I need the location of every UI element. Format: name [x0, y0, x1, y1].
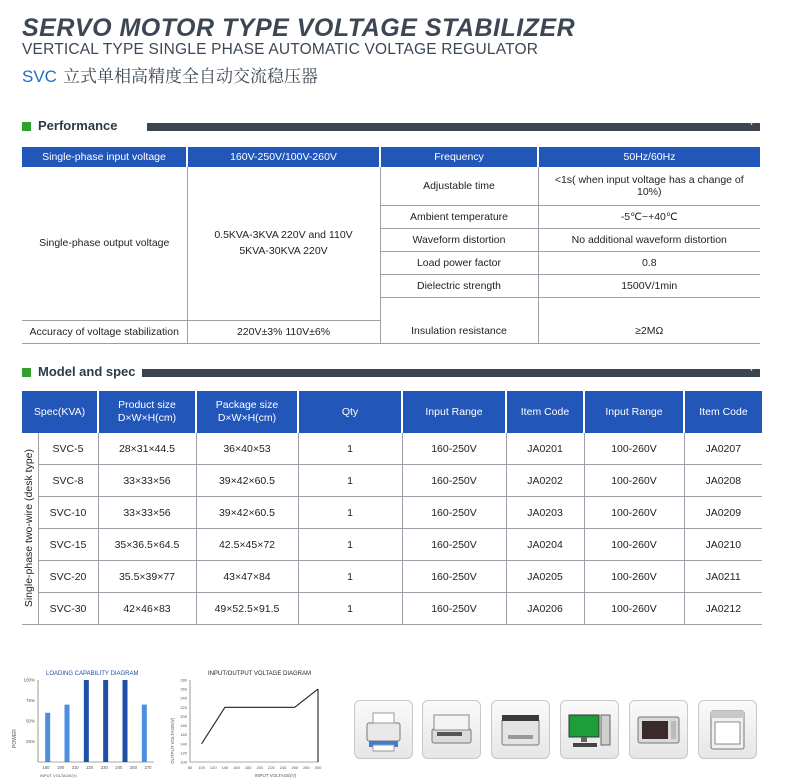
x-tick-label: 230 [100, 765, 108, 770]
table-row [22, 593, 762, 625]
table-cell: SVC-5 [38, 433, 98, 465]
frequency-value: 50Hz/60Hz [538, 147, 760, 167]
x-tick-label: 100 [198, 765, 205, 770]
param-value [538, 298, 760, 321]
bar [123, 680, 128, 762]
table-cell: SVC-30 [38, 593, 98, 625]
output-voltage-value [187, 167, 380, 320]
chart-title: LOADING CAPABILITY DIAGRAM [46, 671, 139, 677]
x-tick-label: 300 [314, 765, 322, 770]
x-axis-label: INPUT VOLTAGE(V) [40, 773, 77, 778]
x-tick-label: 140 [221, 765, 229, 770]
table-cell: SVC-10 [38, 497, 98, 529]
table-cell: 100-260V [584, 529, 684, 561]
y-tick-label: 25% [25, 739, 35, 744]
model-section-title: Model and spec [38, 364, 136, 379]
y-tick-label: 200 [180, 713, 187, 719]
table-cell: JA0212 [684, 593, 762, 625]
x-tick-label: 220 [268, 765, 275, 770]
spec-header-cell: Qty [298, 391, 402, 433]
output-value-line1: 0.5KVA-3KVA 220V and 110V [214, 229, 353, 242]
param-name: Ambient temperature [380, 206, 538, 229]
param-name: Waveform distortion [380, 229, 538, 252]
y-tick-label: 50% [25, 718, 35, 724]
param-name: Dielectric strength [380, 275, 538, 298]
performance-section-title: Performance [38, 118, 118, 133]
x-tick-label: 250 [129, 765, 137, 770]
bar [103, 680, 108, 762]
x-tick-label: 200 [256, 765, 264, 770]
x-tick-label: 210 [71, 765, 79, 770]
param-name: Load power factor [380, 252, 538, 275]
computer-icon [560, 700, 619, 759]
plus-icon: + [748, 118, 754, 128]
accuracy-label: Accuracy of voltage stabilization [22, 320, 187, 343]
table-cell: 39×42×60.5 [196, 465, 298, 497]
table-cell: 42.5×45×72 [196, 529, 298, 561]
loading-capability-chart [4, 660, 164, 780]
table-cell: 43×47×84 [196, 561, 298, 593]
green-square-icon [22, 122, 31, 131]
performance-header-row [22, 147, 760, 167]
table-cell: 36×40×53 [196, 433, 298, 465]
table-cell: 1 [298, 465, 402, 497]
table-cell: 100-260V [584, 433, 684, 465]
x-axis-label: INPUT VOLTAGE(V) [255, 773, 297, 778]
table-row [22, 433, 762, 465]
table-cell: JA0209 [684, 497, 762, 529]
param-value: No additional waveform distortion [538, 229, 760, 252]
performance-section-header [22, 120, 760, 134]
y-tick-label: 160 [180, 732, 187, 738]
input-voltage-label: Single-phase input voltage [22, 147, 187, 167]
y-tick-label: 240 [180, 695, 187, 701]
spec-header-cell: Input Range [402, 391, 506, 433]
microwave-icon [629, 700, 688, 759]
spec-header-row [22, 391, 762, 433]
spec-header-cell: Item Code [684, 391, 762, 433]
page-title: SERVO MOTOR TYPE VOLTAGE STABILIZER [22, 14, 576, 42]
model-prefix: SVC [22, 67, 57, 86]
accuracy-value: 220V±3% 110V±6% [187, 320, 380, 343]
param-name [380, 298, 538, 321]
param-value: -5℃~+40℃ [538, 206, 760, 229]
spec-header-cell: Product size D×W×H(cm) [98, 391, 196, 433]
y-tick-label: 120 [180, 750, 187, 756]
spec-table [22, 391, 762, 625]
y-tick-label: 260 [180, 686, 187, 692]
bar [84, 680, 89, 762]
table-cell: 100-260V [584, 497, 684, 529]
table-cell: SVC-8 [38, 465, 98, 497]
table-cell: 100-260V [584, 561, 684, 593]
y-tick-label: 75% [25, 698, 35, 703]
y-tick-label: 180 [180, 723, 187, 729]
table-cell: JA0207 [684, 433, 762, 465]
performance-table [22, 147, 760, 344]
table-cell: 42×46×83 [98, 593, 196, 625]
table-cell: JA0203 [506, 497, 584, 529]
param-value: <1s( when input voltage has a change of 10%) [538, 167, 760, 206]
spec-header-cell: Input Range [584, 391, 684, 433]
param-name: Insulation resistance [380, 320, 538, 343]
param-value: 1500V/1min [538, 275, 760, 298]
section-bar [147, 123, 760, 131]
section-bar [142, 369, 760, 377]
spec-header-cell: Package size D×W×H(cm) [196, 391, 298, 433]
table-cell: 1 [298, 497, 402, 529]
table-cell: 33×33×56 [98, 497, 196, 529]
table-cell: 160-250V [402, 529, 506, 561]
spec-header-cell: Spec(KVA) [22, 391, 98, 433]
y-tick-label: 100% [23, 677, 35, 683]
table-cell: SVC-20 [38, 561, 98, 593]
table-row [22, 465, 762, 497]
y-tick-label: 220 [180, 704, 187, 710]
x-tick-label: 190 [57, 765, 65, 770]
x-tick-label: 260 [291, 765, 299, 770]
table-cell: 160-250V [402, 593, 506, 625]
x-tick-label: 270 [144, 765, 152, 770]
table-cell: JA0202 [506, 465, 584, 497]
x-tick-label: 160 [42, 765, 50, 770]
scanner-icon [422, 700, 481, 759]
table-cell: 1 [298, 561, 402, 593]
x-tick-label: 240 [115, 765, 123, 770]
table-cell: JA0211 [684, 561, 762, 593]
table-row [22, 529, 762, 561]
plus-icon: + [748, 364, 754, 374]
oven-icon [698, 700, 757, 759]
x-tick-label: 240 [279, 765, 287, 770]
table-cell: 39×42×60.5 [196, 497, 298, 529]
input-voltage-value: 160V-250V/100V-260V [187, 147, 380, 167]
x-tick-label: 220 [86, 765, 94, 770]
table-cell: 35×36.5×64.5 [98, 529, 196, 561]
table-cell: 1 [298, 529, 402, 561]
table-cell: JA0201 [506, 433, 584, 465]
x-tick-label: 120 [209, 765, 217, 770]
table-cell: JA0204 [506, 529, 584, 561]
table-cell: SVC-15 [38, 529, 98, 561]
param-name: Adjustable time [380, 167, 538, 206]
voltage-series-line [202, 689, 318, 744]
param-row [22, 167, 760, 206]
side-label: Single-phase two-wire (desk type) [23, 449, 35, 608]
y-tick-label: 280 [180, 677, 187, 683]
table-cell: JA0205 [506, 561, 584, 593]
y-axis-label: OUTPUT VOLTAGE(V) [170, 717, 175, 764]
param-value: 0.8 [538, 252, 760, 275]
bar [65, 705, 70, 762]
table-cell: 160-250V [402, 465, 506, 497]
table-cell: 35.5×39×77 [98, 561, 196, 593]
table-cell: 28×31×44.5 [98, 433, 196, 465]
model-section-header [22, 366, 760, 380]
x-tick-label: 180 [244, 765, 252, 770]
title-cn-text: 立式单相高精度全自动交流稳压器 [62, 67, 318, 86]
bar [45, 713, 50, 762]
output-voltage-label: Single-phase output voltage [22, 167, 187, 320]
table-cell: 49×52.5×91.5 [196, 593, 298, 625]
table-cell: 160-250V [402, 433, 506, 465]
table-cell: JA0206 [506, 593, 584, 625]
table-cell: 160-250V [402, 561, 506, 593]
table-cell: JA0208 [684, 465, 762, 497]
table-cell: 100-260V [584, 465, 684, 497]
table-cell: 1 [298, 433, 402, 465]
table-cell: 33×33×56 [98, 465, 196, 497]
printer-icon [354, 700, 413, 759]
input-output-voltage-chart [160, 660, 325, 780]
page-subtitle: VERTICAL TYPE SINGLE PHASE AUTOMATIC VOLTAGE REGULATOR [22, 41, 539, 58]
frequency-label: Frequency [380, 147, 538, 167]
x-tick-label: 280 [303, 765, 310, 770]
x-tick-label: 80 [187, 765, 193, 770]
page-title-cn [22, 62, 318, 87]
table-row [22, 497, 762, 529]
x-tick-label: 160 [233, 765, 240, 770]
side-label-cell [22, 433, 38, 625]
y-tick-label: 100 [180, 759, 187, 765]
table-cell: 100-260V [584, 593, 684, 625]
accuracy-row [22, 320, 760, 343]
table-row [22, 561, 762, 593]
green-square-icon [22, 368, 31, 377]
spec-header-cell: Item Code [506, 391, 584, 433]
table-cell: 160-250V [402, 497, 506, 529]
chart-title: INPUT/OUTPUT VOLTAGE DIAGRAM [208, 671, 312, 677]
output-value-line2: 5KVA-30KVA 220V [239, 245, 328, 258]
table-cell: JA0210 [684, 529, 762, 561]
param-value: ≥2MΩ [538, 320, 760, 343]
y-tick-label: 140 [180, 741, 187, 747]
copier-icon [491, 700, 550, 759]
table-cell: 1 [298, 593, 402, 625]
bar [142, 705, 147, 762]
y-axis-label: POWER [12, 729, 18, 748]
